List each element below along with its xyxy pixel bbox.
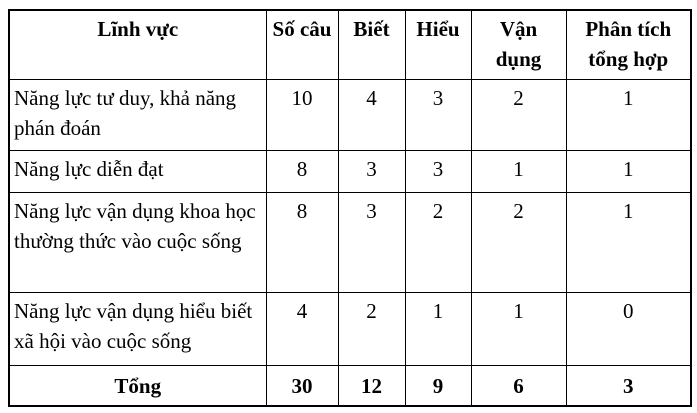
cell-phan-tich-tong-hop: 1 [566, 79, 691, 150]
header-cell-hieu: Hiểu [405, 10, 471, 79]
cell-hieu: 1 [405, 292, 471, 365]
header-cell-linh-vuc: Lĩnh vực [9, 10, 266, 79]
cell-so-cau: 8 [266, 150, 338, 192]
total-hieu: 9 [405, 365, 471, 406]
header-cell-van-dung: Vận dụng [471, 10, 566, 79]
cell-van-dung: 1 [471, 150, 566, 192]
cell-so-cau: 8 [266, 192, 338, 292]
cell-van-dung: 1 [471, 292, 566, 365]
cell-van-dung: 2 [471, 79, 566, 150]
cell-linh-vuc: Năng lực vận dụng hiểu biết xã hội vào cuộc sống [9, 292, 266, 365]
cell-linh-vuc: Năng lực tư duy, khả năng phán đoán [9, 79, 266, 150]
table-header-row [9, 10, 691, 79]
header-cell-so-cau: Số câu [266, 10, 338, 79]
cell-phan-tich-tong-hop: 0 [566, 292, 691, 365]
table-row [9, 79, 691, 150]
cell-so-cau: 10 [266, 79, 338, 150]
cell-hieu: 3 [405, 79, 471, 150]
cell-hieu: 2 [405, 192, 471, 292]
table-row [9, 192, 691, 292]
cell-hieu: 3 [405, 150, 471, 192]
table-total-row [9, 365, 691, 406]
cell-linh-vuc: Năng lực diễn đạt [9, 150, 266, 192]
cell-phan-tich-tong-hop: 1 [566, 150, 691, 192]
total-van-dung: 6 [471, 365, 566, 406]
cell-biet: 3 [338, 192, 405, 292]
cell-biet: 2 [338, 292, 405, 365]
cell-biet: 4 [338, 79, 405, 150]
table-row [9, 150, 691, 192]
total-label: Tổng [9, 365, 266, 406]
cell-linh-vuc: Năng lực vận dụng khoa học thường thức vào cuộc sống [9, 192, 266, 292]
cell-so-cau: 4 [266, 292, 338, 365]
assessment-matrix-table [8, 9, 692, 407]
total-biet: 12 [338, 365, 405, 406]
table-row [9, 292, 691, 365]
header-cell-biet: Biết [338, 10, 405, 79]
total-so-cau: 30 [266, 365, 338, 406]
cell-van-dung: 2 [471, 192, 566, 292]
cell-biet: 3 [338, 150, 405, 192]
total-phan-tich-tong-hop: 3 [566, 365, 691, 406]
header-cell-phan-tich-tong-hop: Phân tích tổng hợp [566, 10, 691, 79]
cell-phan-tich-tong-hop: 1 [566, 192, 691, 292]
